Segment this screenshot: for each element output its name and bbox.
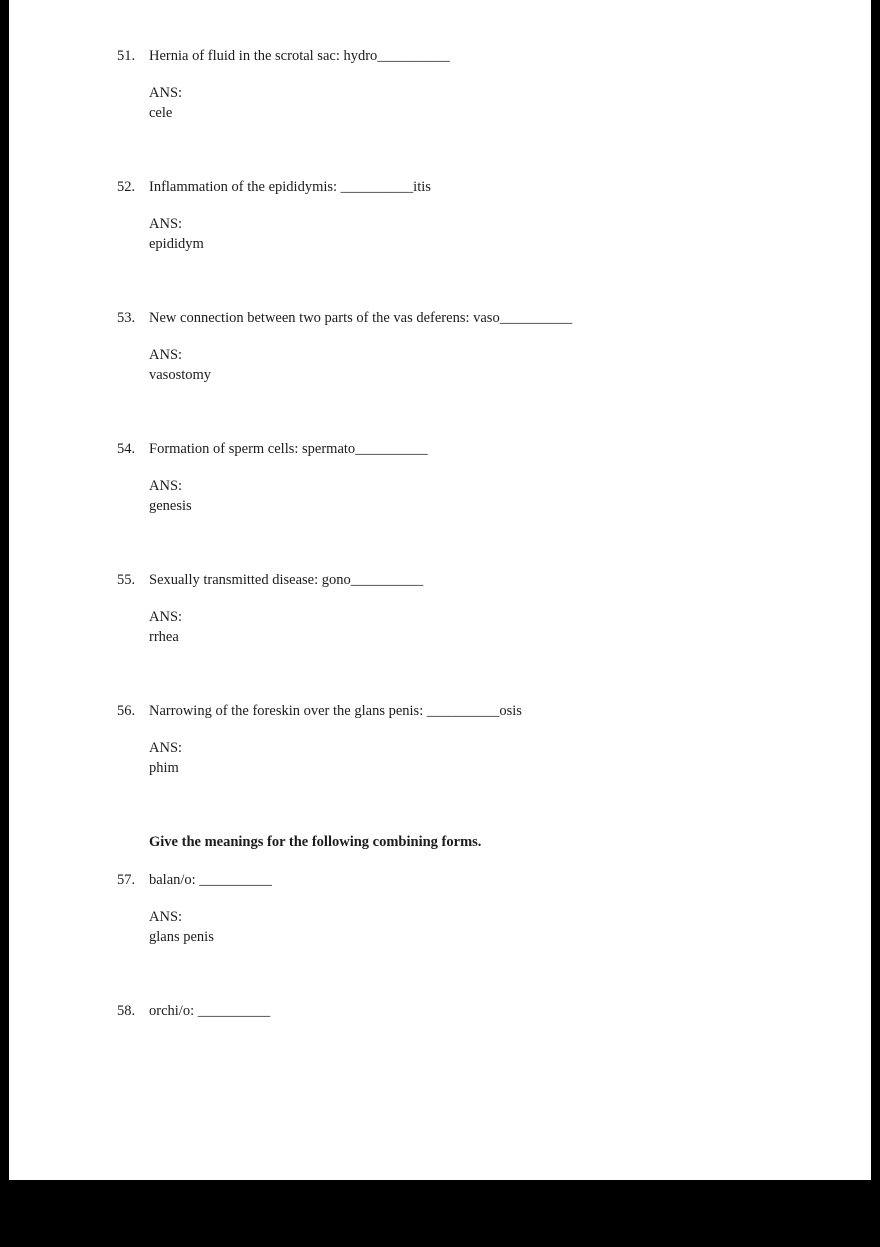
ans-label: ANS: (149, 909, 183, 925)
answer-text: cele (149, 105, 173, 121)
question-text: Formation of sperm cells: spermato__________ (149, 441, 428, 457)
answer-block (149, 907, 831, 947)
answer-text: glans penis (149, 929, 214, 945)
ans-label: ANS: (149, 478, 183, 494)
question-item (117, 177, 831, 254)
question-number: 51. (117, 48, 136, 64)
question-number: 58. (117, 1003, 136, 1019)
question-item (117, 308, 831, 385)
question-number: 56. (117, 703, 136, 719)
answer-block (149, 214, 831, 254)
question-line (117, 177, 831, 197)
question-text: Inflammation of the epididymis: __________itis (149, 179, 431, 195)
question-item (117, 870, 831, 947)
question-text: Narrowing of the foreskin over the glans penis: __________osis (149, 703, 522, 719)
question-item (117, 701, 831, 778)
question-text: New connection between two parts of the vas deferens: vaso__________ (149, 310, 573, 326)
question-text: Sexually transmitted disease: gono__________ (149, 572, 424, 588)
answer-text: phim (149, 760, 179, 776)
document-page (9, 0, 871, 1180)
ans-label: ANS: (149, 740, 183, 756)
answer-block (149, 83, 831, 123)
question-item (117, 570, 831, 647)
question-line (117, 870, 831, 890)
answer-text: rrhea (149, 629, 179, 645)
answer-text: genesis (149, 498, 192, 514)
ans-label: ANS: (149, 609, 183, 625)
question-list (117, 46, 831, 1021)
question-number: 52. (117, 179, 136, 195)
answer-block (149, 607, 831, 647)
question-number: 57. (117, 872, 136, 888)
question-item (117, 46, 831, 123)
question-text: orchi/o: __________ (149, 1003, 271, 1019)
question-number: 53. (117, 310, 136, 326)
answer-block (149, 476, 831, 516)
answer-text: epididym (149, 236, 204, 252)
question-line (117, 46, 831, 66)
answer-block (149, 738, 831, 778)
question-text: Hernia of fluid in the scrotal sac: hydro__________ (149, 48, 450, 64)
ans-label: ANS: (149, 85, 183, 101)
question-line (117, 439, 831, 459)
answer-text: vasostomy (149, 367, 212, 383)
question-line (117, 1001, 831, 1021)
ans-label: ANS: (149, 347, 183, 363)
answer-block (149, 345, 831, 385)
ans-label: ANS: (149, 216, 183, 232)
question-text: balan/o: __________ (149, 872, 272, 888)
question-item (117, 1001, 831, 1021)
question-number: 55. (117, 572, 136, 588)
question-line (117, 570, 831, 590)
section-heading: Give the meanings for the following combining forms. (149, 834, 482, 850)
question-item (117, 439, 831, 516)
question-line (117, 701, 831, 721)
question-line (117, 308, 831, 328)
question-number: 54. (117, 441, 136, 457)
